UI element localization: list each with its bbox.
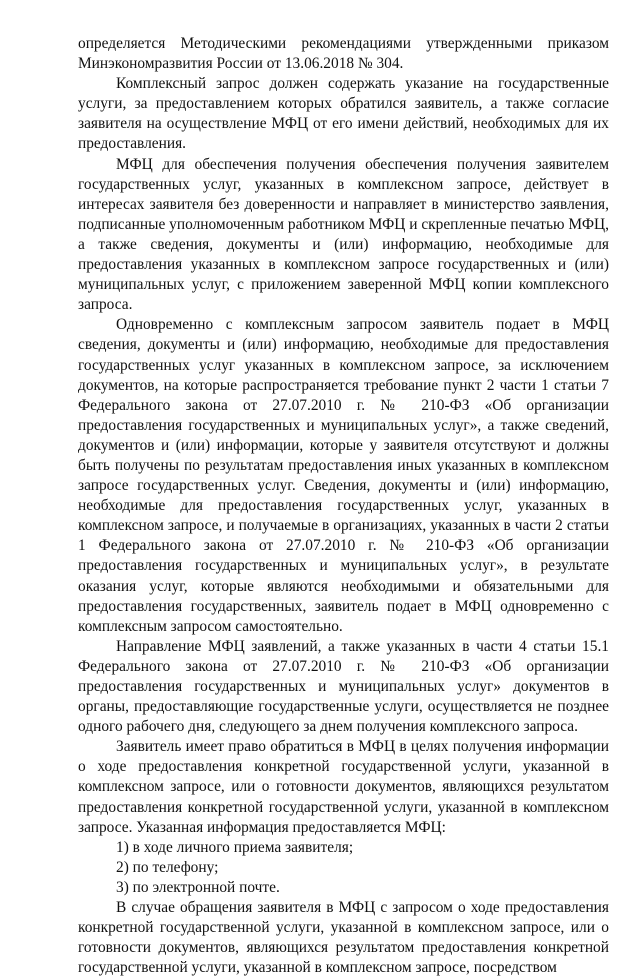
paragraph-complex-request-content: Комплексный запрос должен содержать указание на государственные услуги, за предоставлением которых обратился заявитель, а также согласие заявителя на осуществление МФЦ от его имени действий, необходимых для их предоставления. — [78, 75, 609, 153]
paragraph-request-status: В случае обращения заявителя в МФЦ с запросом о ходе предоставления конкретной государственной услуги, указанной в комплексном запросе, или о готовности документов, являющихся результатом предоставления конкретной государственной услуги, указанной в комплексном запросе, посредством — [78, 899, 609, 977]
paragraph-sending-deadline: Направление МФЦ заявлений, а также указанных в части 4 статьи 15.1 Федерального закона от 27.07.2010 г. № 210-ФЗ «Об организации предоставления государственных и муниципальных услуг» документов в органы, предоставляющие государственные услуги, осуществляется не позднее одного рабочего дня, следующего за днем получения комплексного запроса. — [78, 637, 609, 736]
document-page — [78, 34, 609, 978]
list-item-phone: 2) по телефону; — [116, 858, 219, 876]
paragraph-mfc-actions: МФЦ для обеспечения получения обеспечения получения заявителем государственных услуг, указанных в комплексном запросе, действует в интересах заявителя без доверенности и направляет в министерство заявления, подписанные уполномоченным работником МФЦ и скрепленные печатью МФЦ, а также сведения, документы и (или) информацию, необходимые для предоставления указанных в комплексном запросе государственных и (или) муниципальных услуг, с приложением заверенной МФЦ копии комплексного запроса. — [78, 155, 609, 314]
list-item-personal-reception: 1) в ходе личного приема заявителя; — [116, 838, 354, 856]
paragraph-continuation: определяется Методическими рекомендациями утвержденными приказом Минэкономразвития России от 13.06.2018 № 304. — [78, 35, 609, 73]
paragraph-information-right: Заявитель имеет право обратиться в МФЦ в целях получения информации о ходе предоставления конкретной государственной услуги, указанной в комплексном запросе, или о готовности документов, являющихся результатом предоставления конкретной государственной услуги, указанной в комплексном запросе. Указанная информация предоставляется МФЦ: — [78, 738, 609, 836]
list-item-email: 3) по электронной почте. — [116, 878, 280, 896]
paragraph-documents-submission: Одновременно с комплексным запросом заявитель подает в МФЦ сведения, документы и (или) информацию, необходимые для предоставления государственных услуг указанных в комплексном запросе, за исключением документов, на которые распространяется требование пункт 2 части 1 статьи 7 Федерального закона от 27.07.2010 г. № 210-ФЗ «Об организации предоставления государственных и муниципальных услуг», а также сведений, документов и (или) информации, которые у заявителя отсутствуют и должны быть получены по результатам предоставления иных указанных в комплексном запросе государственных услуг. Сведения, документы и (или) информацию, необходимые для предоставления государственных услуг, указанных в комплексном запросе, и получаемые в организациях, указанных в части 2 статьи 1 Федерального закона от 27.07.2010 г. № 210-ФЗ «Об организации предоставления государственных и муниципальных услуг», в результате оказания услуг, которые являются необходимыми и обязательными для предоставления государственных, заявитель подает в МФЦ одновременно с комплексным запросом самостоятельно. — [78, 316, 609, 635]
